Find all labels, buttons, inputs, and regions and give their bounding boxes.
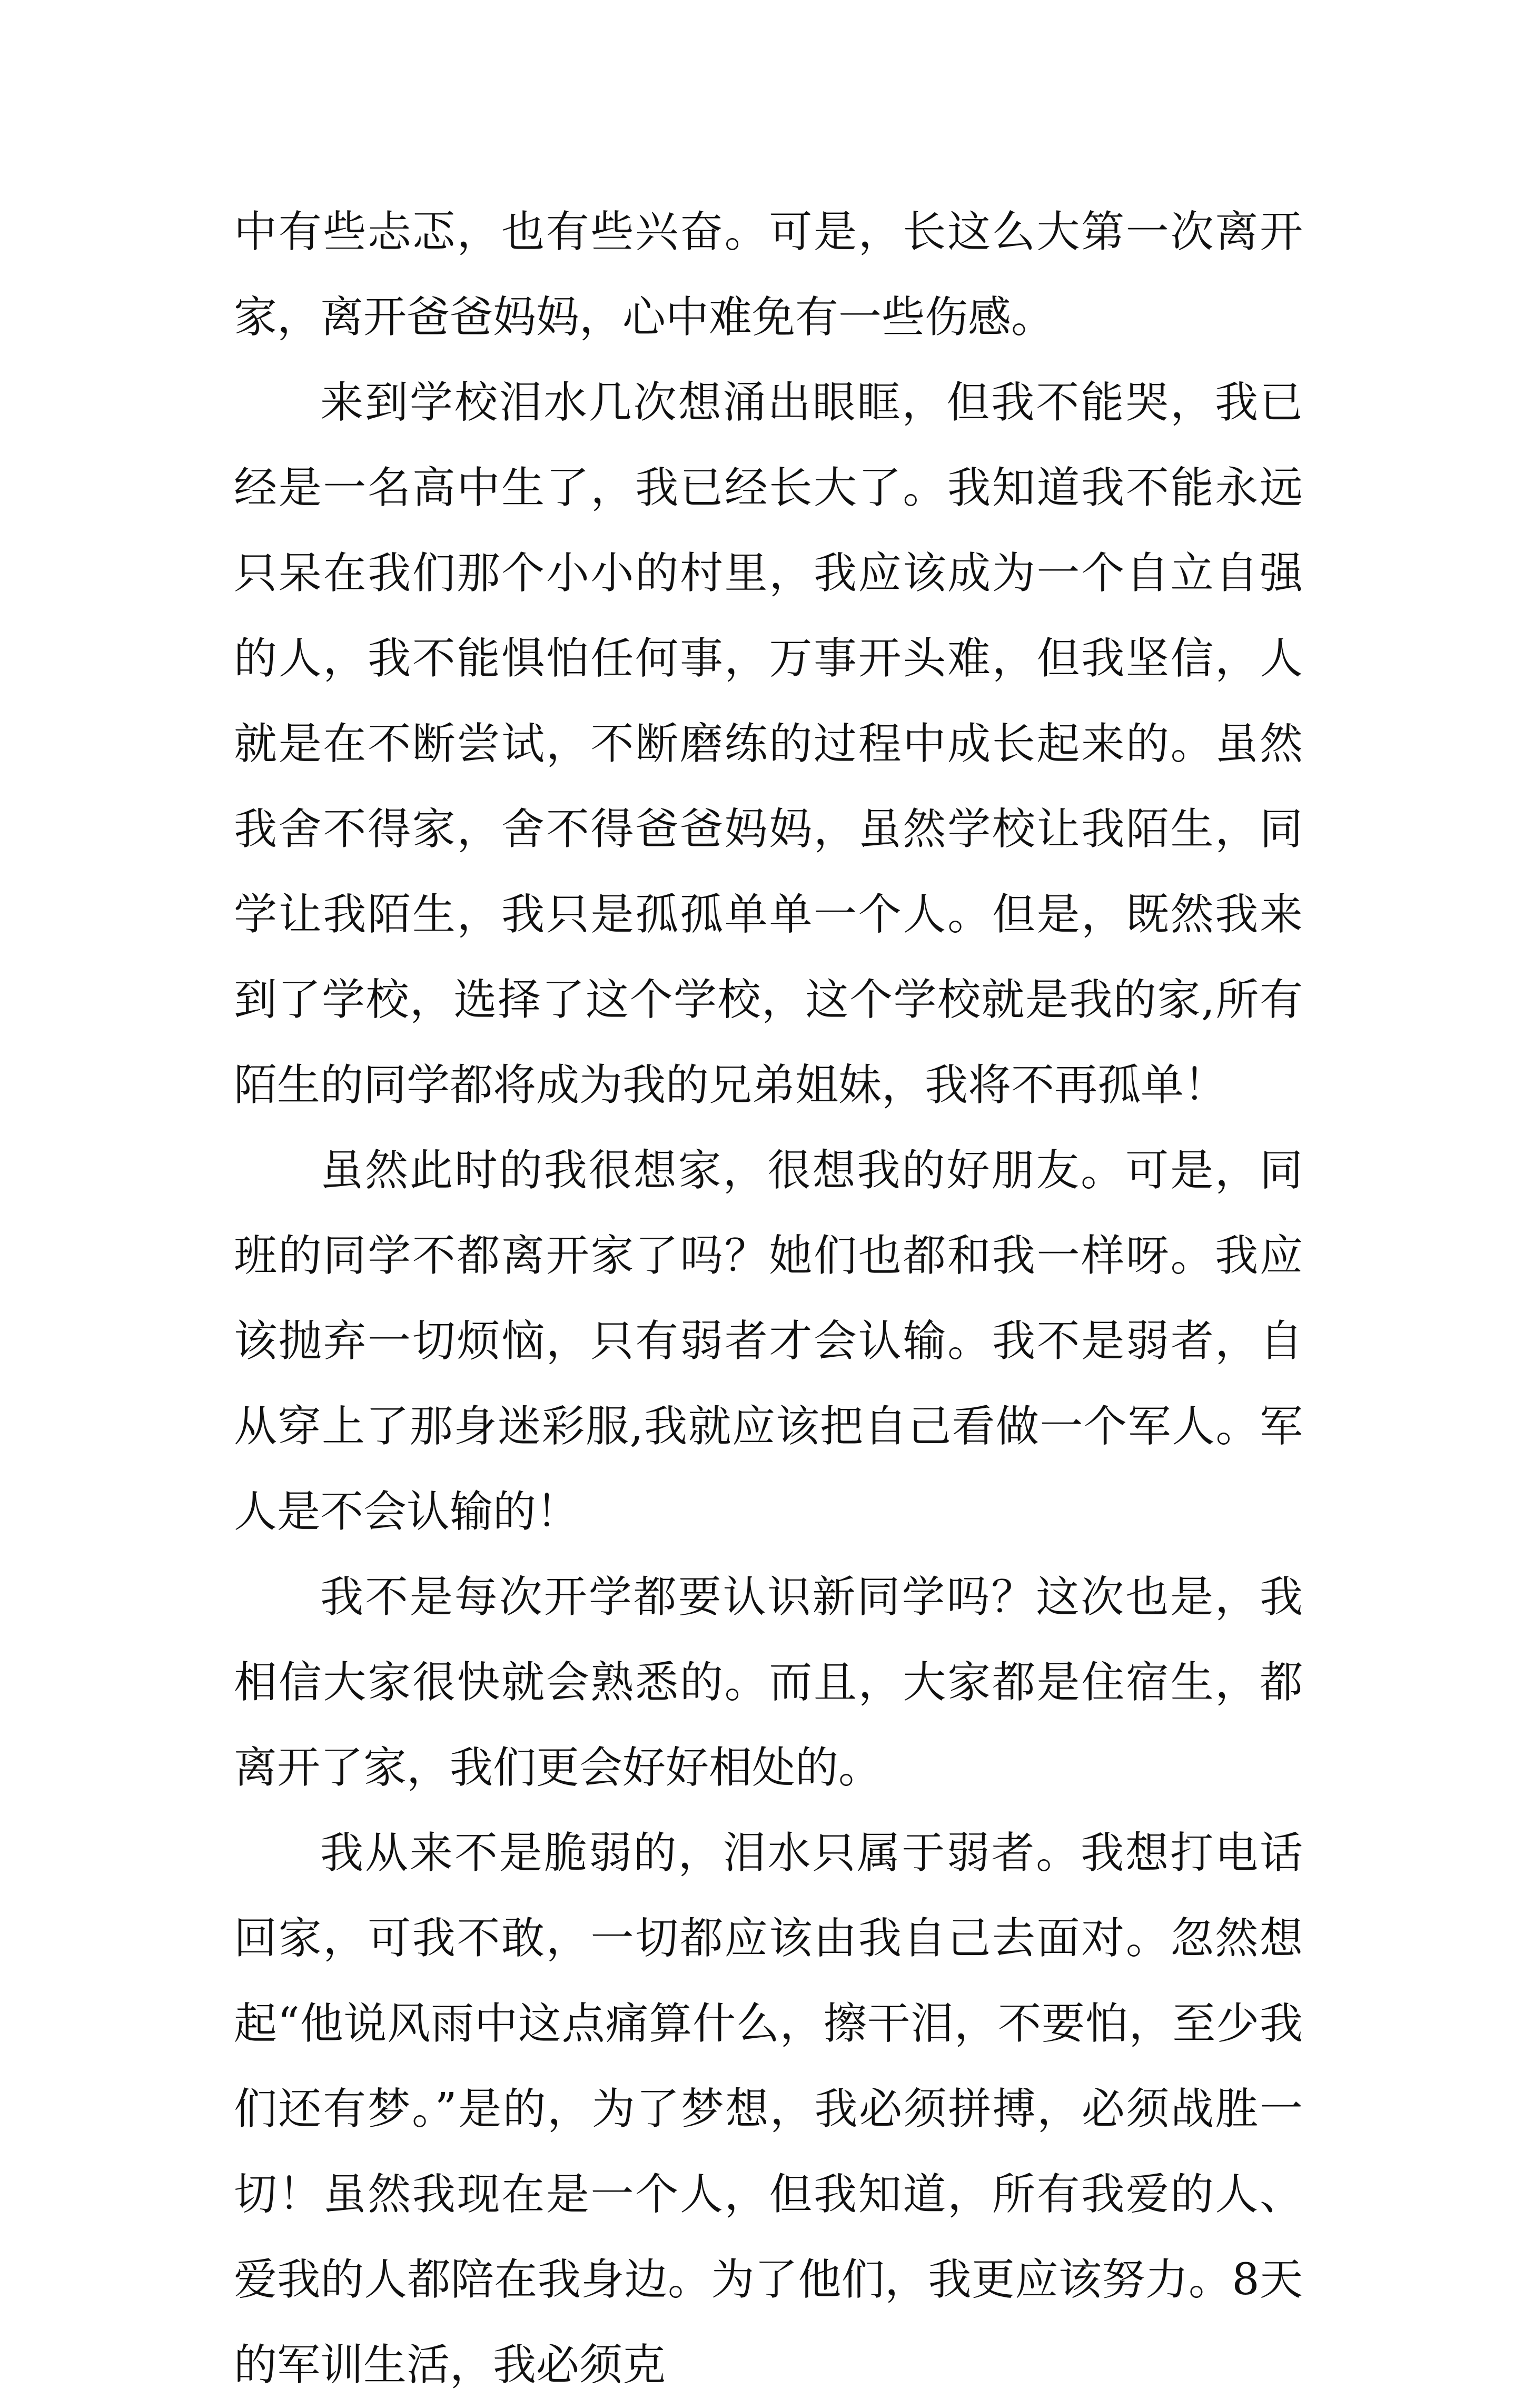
- paragraph-3: 虽然此时的我很想家，很想我的好朋友。可是，同班的同学不都离开家了吗？她们也都和我一样呀。我应该抛弃一切烦恼，只有弱者才会认输。我不是弱者，自从穿上了那身迷彩服,我就应该把自己看做一个军人。军人是不会认输的！: [234, 1146, 1303, 1537]
- paragraph-1: 中有些忐忑，也有些兴奋。可是，长这么大第一次离开家，离开爸爸妈妈，心中难免有一些伤感。: [234, 207, 1303, 342]
- body-text: [234, 190, 1303, 2408]
- paragraph-4: 我不是每次开学都要认识新同学吗？这次也是，我相信大家很快就会熟悉的。而且，大家都是住宿生，都离开了家，我们更会好好相处的。: [234, 1572, 1303, 1793]
- paragraph-2: 来到学校泪水几次想涌出眼眶，但我不能哭，我已经是一名高中生了，我已经长大了。我知道我不能永远只呆在我们那个小小的村里，我应该成为一个自立自强的人，我不能惧怕任何事，万事开头难，但我坚信，人就是在不断尝试，不断磨练的过程中成长起来的。虽然我舍不得家，舍不得爸爸妈妈，虽然学校让我陌生，同学让我陌生，我只是孤孤单单一个人。但是，既然我来到了学校，选择了这个学校，这个学校就是我的家,所有陌生的同学都将成为我的兄弟姐妹，我将不再孤单！: [234, 378, 1303, 1110]
- paragraph-5: 我从来不是脆弱的，泪水只属于弱者。我想打电话回家，可我不敢，一切都应该由我自己去面对。忽然想起“他说风雨中这点痛算什么，擦干泪，不要怕，至少我们还有梦。”是的，为了梦想，我必须拼搏，必须战胜一切！虽然我现在是一个人，但我知道，所有我爱的人、爱我的人都陪在我身边。为了他们，我更应该努力。8天的军训生活，我必须克: [234, 1828, 1303, 2390]
